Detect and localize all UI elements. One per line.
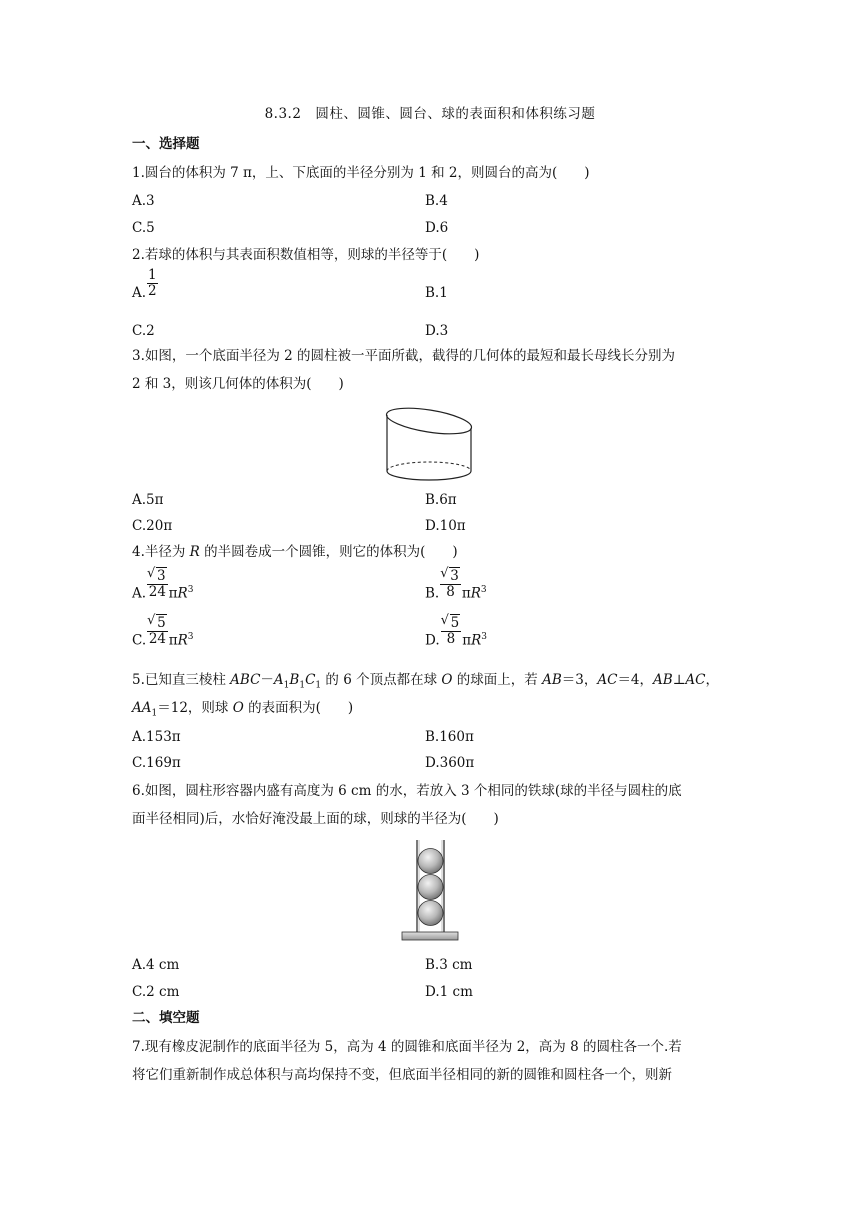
q2-option-a-fraction bbox=[147, 268, 158, 299]
q7-stem-line2: 将它们重新制作成总体积与高均保持不变，但底面半径相同的新的圆锥和圆柱各一个，则新 bbox=[132, 1067, 672, 1083]
q4-stem-var: R bbox=[189, 544, 200, 560]
q5-option-c: C.169π bbox=[132, 755, 181, 771]
q5-var-abc: ABC bbox=[230, 672, 261, 688]
q4-option-d-prefix: D. bbox=[425, 632, 440, 649]
q5-var-a: A bbox=[273, 672, 284, 688]
q5-var-o: O bbox=[441, 672, 453, 688]
q4-option-a-radicand: 3 bbox=[157, 567, 166, 584]
q5-text-l2-2: 的表面积为( ) bbox=[243, 700, 354, 716]
q6-option-b: B.3 cm bbox=[425, 957, 473, 973]
q4-option-b bbox=[425, 567, 487, 604]
q4-option-c-exp: 3 bbox=[187, 632, 194, 642]
q4-stem-post: 的半圆卷成一个圆锥，则它的体积为( ) bbox=[199, 544, 458, 560]
q4-option-c-r: R bbox=[177, 632, 188, 649]
q3-stem-line1: 3.如图，一个底面半径为 2 的圆柱被一平面所截，截得的几何体的最短和最长母线长分别为 bbox=[132, 348, 676, 364]
q4-option-b-radicand: 3 bbox=[450, 567, 459, 584]
q3-option-a: A.5π bbox=[132, 492, 164, 508]
q5-var-c: C bbox=[305, 672, 316, 688]
q4-option-a-r: R bbox=[177, 585, 188, 602]
q5-stem-line2 bbox=[132, 698, 353, 724]
q2-option-d: D.3 bbox=[425, 323, 449, 339]
q4-option-b-fraction bbox=[440, 569, 461, 600]
q6-cylinder-with-three-balls-figure bbox=[398, 838, 462, 944]
q4-stem bbox=[132, 542, 458, 562]
q4-option-c-pi: π bbox=[168, 632, 178, 649]
q4-option-d-pi: π bbox=[462, 632, 472, 649]
q4-option-d-radicand: 5 bbox=[450, 614, 460, 631]
q4-option-a-pi: π bbox=[168, 585, 178, 602]
q5-option-b: B.160π bbox=[425, 729, 474, 745]
q4-option-d-fraction bbox=[441, 616, 462, 647]
q2-stem: 2.若球的体积与其表面积数值相等，则球的半径等于( ) bbox=[132, 247, 480, 263]
q5-text-l2-1: ＝12，则球 bbox=[157, 700, 233, 716]
q4-option-c-radicand: 5 bbox=[157, 614, 166, 631]
q5-text-4: 的球面上，若 bbox=[452, 672, 543, 688]
q5-text-6: ＝4， bbox=[617, 672, 654, 688]
q1-option-c: C.5 bbox=[132, 220, 155, 236]
q4-option-d-denominator: 8 bbox=[446, 630, 456, 647]
q2-option-b: B.1 bbox=[425, 285, 448, 301]
q3-option-c: C.20π bbox=[132, 518, 173, 534]
q5-sub-aa1: 1 bbox=[151, 708, 158, 719]
q4-option-d-exp: 3 bbox=[481, 632, 488, 642]
q4-option-c-fraction bbox=[147, 616, 168, 647]
page-title: 8.3.2 圆柱、圆锥、圆台、球的表面积和体积练习题 bbox=[264, 106, 596, 122]
q5-option-d: D.360π bbox=[425, 755, 475, 771]
q4-option-b-denominator: 8 bbox=[446, 583, 455, 600]
q4-stem-pre: 4.半径为 bbox=[132, 544, 190, 560]
q4-option-c-denominator: 24 bbox=[148, 630, 167, 647]
q6-stem-line2: 面半径相同)后，水恰好淹没最上面的球，则球的半径为( ) bbox=[132, 811, 499, 827]
q2-option-a-numerator: 1 bbox=[148, 267, 157, 283]
q7-stem-line1: 7.现有橡皮泥制作的底面半径为 5，高为 4 的圆锥和底面半径为 2，高为 8 的圆柱各一个.若 bbox=[132, 1039, 682, 1055]
q5-var-aa: AA bbox=[132, 700, 152, 716]
q4-option-b-exp: 3 bbox=[480, 585, 487, 595]
q2-option-a bbox=[132, 267, 159, 303]
q4-option-b-r: R bbox=[470, 585, 481, 602]
q1-option-b: B.4 bbox=[425, 193, 448, 209]
q5-stem-line1 bbox=[132, 670, 719, 696]
q4-option-a-exp: 3 bbox=[187, 585, 194, 595]
q1-stem: 1.圆台的体积为 7 π，上、下底面的半径分别为 1 和 2，则圆台的高为( ) bbox=[132, 165, 590, 181]
q4-option-a bbox=[132, 567, 194, 604]
q5-option-a: A.153π bbox=[132, 729, 181, 745]
q4-option-c-prefix: C. bbox=[132, 632, 147, 649]
q5-var-b: B bbox=[289, 672, 300, 688]
q6-option-c: C.2 cm bbox=[132, 984, 180, 1000]
q3-option-d: D.10π bbox=[425, 518, 466, 534]
q4-option-b-pi: π bbox=[461, 585, 471, 602]
q5-var-ac2: AC bbox=[685, 672, 706, 688]
q5-text-perp: ⊥ bbox=[672, 672, 686, 688]
q5-text-3: 的 6 个顶点都在球 bbox=[321, 672, 442, 688]
q4-option-a-denominator: 24 bbox=[148, 583, 166, 600]
q5-var-ab: AB bbox=[542, 672, 562, 688]
q5-sub-1: 1 bbox=[283, 680, 290, 691]
q5-text-minus: － bbox=[260, 672, 274, 688]
q5-sub-3: 1 bbox=[315, 680, 322, 691]
q5-var-ac: AC bbox=[597, 672, 618, 688]
section-fill-heading: 二、填空题 bbox=[132, 1010, 200, 1026]
q3-truncated-cylinder-figure bbox=[380, 403, 480, 485]
q4-option-c bbox=[132, 614, 194, 651]
q6-option-a: A.4 cm bbox=[132, 957, 180, 973]
q2-option-a-denominator: 2 bbox=[148, 283, 157, 299]
q3-stem-line2: 2 和 3，则该几何体的体积为( ) bbox=[132, 376, 344, 392]
q2-option-a-prefix: A. bbox=[132, 285, 147, 301]
q4-option-b-prefix: B. bbox=[425, 585, 440, 602]
q5-sub-2: 1 bbox=[299, 680, 306, 691]
section-choice-heading: 一、选择题 bbox=[132, 136, 200, 152]
q4-option-d-r: R bbox=[471, 632, 482, 649]
q6-stem-line1: 6.如图，圆柱形容器内盛有高度为 6 cm 的水，若放入 3 个相同的铁球(球的半径与圆柱的底 bbox=[132, 783, 682, 799]
q4-option-a-fraction bbox=[147, 569, 168, 600]
q1-option-a: A.3 bbox=[132, 193, 155, 209]
q5-var-o2: O bbox=[232, 700, 244, 716]
q1-option-d: D.6 bbox=[425, 220, 449, 236]
q5-text-1: 5.已知直三棱柱 bbox=[132, 672, 231, 688]
q5-var-ab2: AB bbox=[653, 672, 673, 688]
q5-text-8: ， bbox=[705, 672, 719, 688]
q5-text-5: ＝3， bbox=[561, 672, 598, 688]
q4-option-a-prefix: A. bbox=[132, 585, 147, 602]
q4-option-d bbox=[425, 614, 488, 651]
q2-option-c: C.2 bbox=[132, 323, 155, 339]
q6-option-d: D.1 cm bbox=[425, 984, 473, 1000]
q3-option-b: B.6π bbox=[425, 492, 457, 508]
